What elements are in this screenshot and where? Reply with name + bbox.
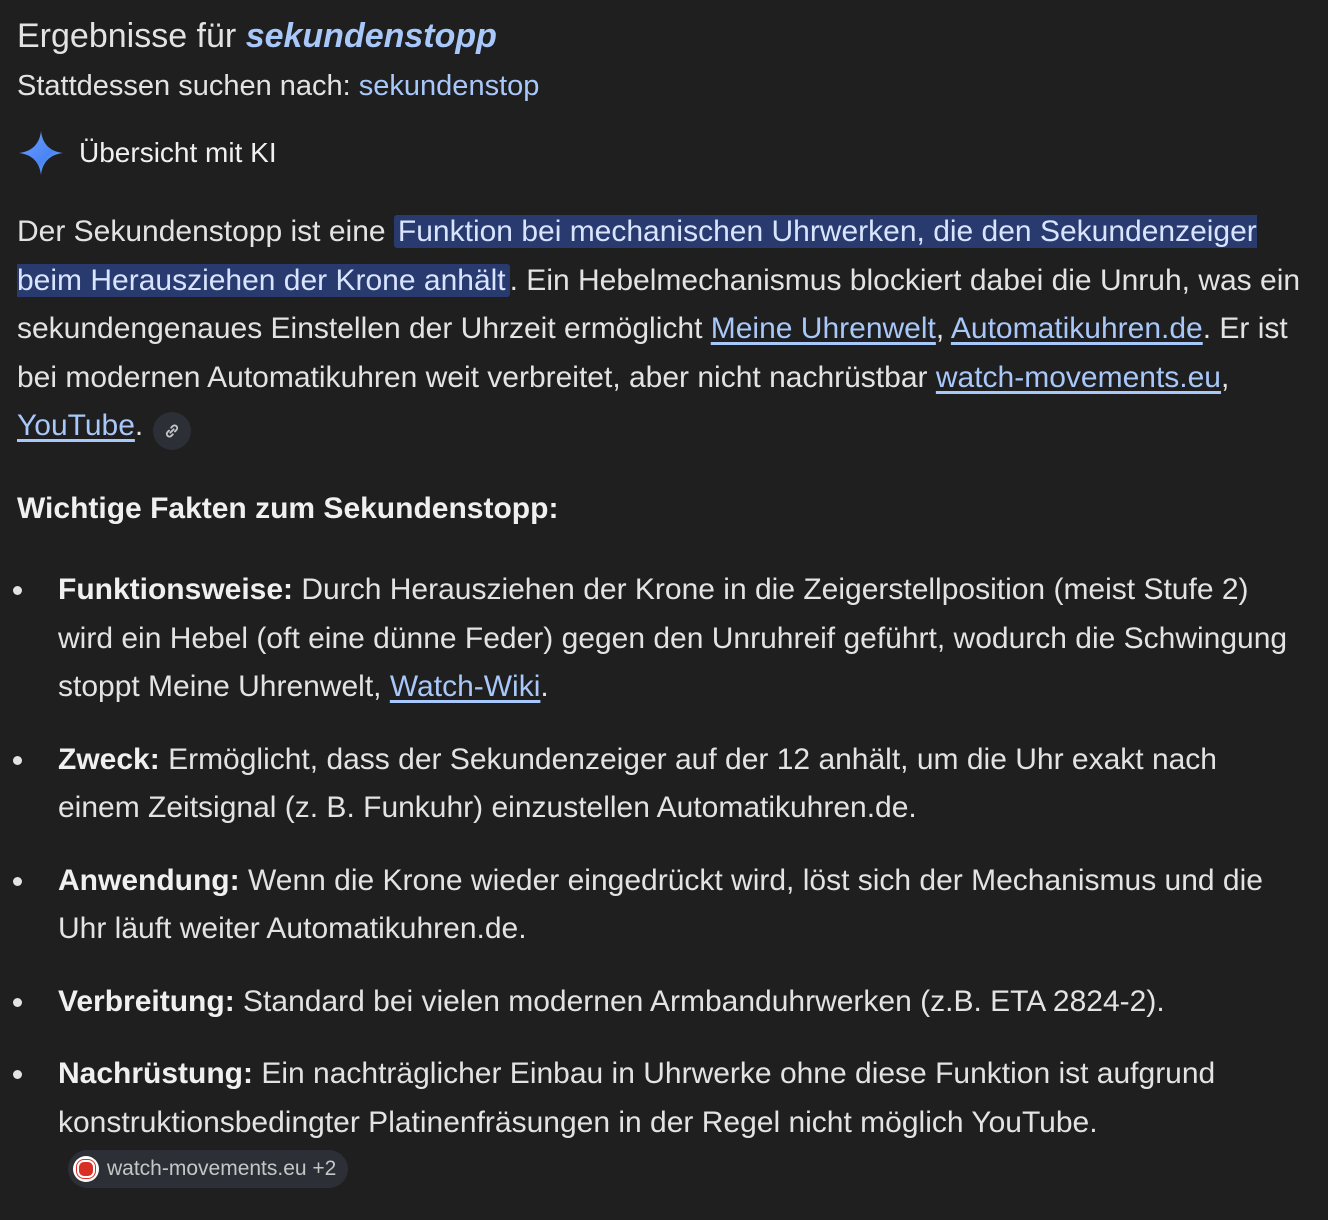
fact-text: Durch Herausziehen der Krone in die Zeigerstellposition (meist Stufe 2) wird ein Hebel (oft eine dünne Feder) gegen den Unruhreif geführt, wodurch die Schwingung stoppt Meine Uhrenwelt, (58, 573, 1288, 703)
period: . (540, 670, 549, 703)
list-item (17, 978, 1307, 1027)
period: . (134, 409, 144, 442)
suggestion-link[interactable]: sekundenstop (358, 70, 540, 102)
summary-highlight: Funktion bei mechanischen Uhrwerken, die den Sekundenzeiger beim Herausziehen der Krone anhält (17, 215, 1257, 297)
summary-text-2: . Ein Hebelmechanismus blockiert dabei die Unruh, was ein sekundengenaues Einstellen der Uhrzeit ermöglicht (17, 263, 1301, 345)
bullet-dot (13, 1070, 22, 1079)
facts-heading: Wichtige Fakten zum Sekundenstopp: (17, 492, 559, 525)
bullet-dot (13, 586, 22, 595)
results-query[interactable]: sekundenstopp (245, 17, 497, 55)
separator: , (935, 312, 945, 345)
list-item (17, 736, 1307, 833)
suggestion-prefix: Stattdessen suchen nach: (17, 70, 351, 102)
separator: , (1220, 360, 1230, 394)
favicon-icon (73, 1156, 99, 1182)
fact-label: Anwendung: (58, 863, 240, 897)
summary-text-3: . Er ist bei modernen Automatikuhren weit verbreitet, aber nicht nachrüstbar (17, 312, 1288, 394)
source-link-youtube[interactable]: YouTube (17, 409, 135, 442)
sources-chip-label: watch-movements.eu +2 (107, 1157, 337, 1180)
ai-overview-header (17, 128, 277, 178)
link-icon[interactable] (153, 412, 191, 450)
results-prefix: Ergebnisse für (17, 17, 237, 55)
fact-text: Standard bei vielen modernen Armbanduhrwerken (z.B. ETA 2824-2). (243, 984, 1165, 1018)
fact-text: Ermöglicht, dass der Sekundenzeiger auf der 12 anhält, um die Uhr exakt nach einem Zeitsignal (z. B. Funkuhr) einzustellen Automatikuhren.de. (58, 742, 1217, 824)
bullet-dot (13, 756, 22, 765)
fact-text: Wenn die Krone wieder eingedrückt wird, löst sich der Mechanismus und die Uhr läuft weiter Automatikuhren.de. (58, 863, 1263, 945)
sources-chip[interactable] (68, 1150, 348, 1188)
source-link-watch-movements[interactable]: watch-movements.eu (935, 360, 1221, 394)
list-item (17, 1050, 1307, 1196)
list-item (17, 566, 1307, 712)
fact-label: Nachrüstung: (58, 1057, 253, 1090)
results-heading (17, 14, 497, 58)
ai-overview-summary (17, 208, 1307, 451)
bullet-dot (13, 877, 22, 886)
bullet-dot (13, 998, 22, 1007)
fact-label: Zweck: (58, 742, 160, 776)
sparkle-icon (17, 129, 65, 177)
ai-overview-title: Übersicht mit KI (79, 137, 277, 168)
fact-label: Funktionsweise: (58, 573, 294, 606)
spelling-suggestion (17, 66, 539, 106)
source-link-automatikuhren[interactable]: Automatikuhren.de (950, 312, 1203, 345)
fact-text: Ein nachträglicher Einbau in Uhrwerke ohne diese Funktion ist aufgrund konstruktionsbedingter Platinenfräsungen in der Regel nicht möglich YouTube. (58, 1057, 1216, 1139)
source-link-watch-wiki[interactable]: Watch-Wiki (389, 670, 541, 703)
summary-text-1: Der Sekundenstopp ist eine (17, 215, 386, 248)
list-item (17, 857, 1307, 954)
source-link-meine-uhrenwelt[interactable]: Meine Uhrenwelt (710, 312, 936, 345)
fact-label: Verbreitung: (58, 984, 235, 1018)
facts-list (17, 566, 1307, 1220)
